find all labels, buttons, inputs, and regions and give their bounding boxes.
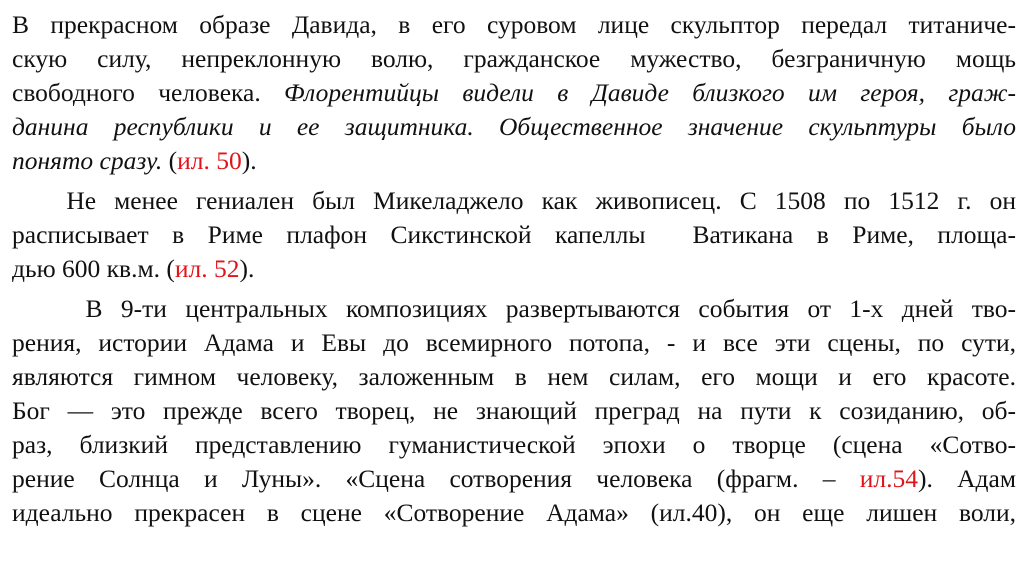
text-run: являются гимном человеку, заложенным в нем силам, его мощи и его красоте. (12, 362, 1016, 391)
italic-text-run: понято сразу. (12, 146, 163, 175)
text-run: рение Солнца и Луны». «Сцена сотворения человека (фрагм. – (12, 464, 860, 493)
text-line (12, 76, 1016, 110)
illustration-reference-link[interactable]: ил. 50 (177, 146, 242, 175)
text-line (12, 110, 1016, 144)
text-run: раз, близкий представлению гуманистической эпохи о творце (сцена «Сотво- (12, 430, 1016, 459)
text-line (12, 428, 1016, 462)
text-line (12, 462, 1016, 496)
text-run: скую силу, непреклонную волю, гражданское мужество, безграничную мощь (12, 44, 1016, 73)
text-line (12, 252, 1016, 286)
text-run: ). (239, 254, 255, 283)
italic-text-run: Флорентийцы видели в Давиде близкого им героя, граж- (284, 78, 1016, 107)
text-line (12, 496, 1016, 530)
text-run: ). Адам (918, 464, 1016, 493)
text-run: свободного человека. (12, 78, 285, 107)
text-line (12, 292, 1016, 326)
text-run: В 9-ти центральных композициях развертываются события от 1-х дней тво- (12, 294, 1016, 323)
text-run: идеально прекрасен в сцене «Сотворение Адама» (ил.40), он еще лишен воли, (12, 498, 1016, 527)
illustration-reference-link[interactable]: ил. 52 (174, 254, 240, 283)
text-line (12, 360, 1016, 394)
text-run: ( (162, 146, 178, 175)
text-run: дью 600 кв.м. ( (12, 254, 175, 283)
text-run: Бог — это прежде всего творец, не знающий преград на пути к созиданию, об- (12, 396, 1016, 425)
slide-text (12, 8, 1016, 568)
text-run: Не менее гениален был Микеладжело как живописец. С 1508 по 1512 г. он (12, 186, 1016, 215)
illustration-reference-link[interactable]: ил.54 (859, 464, 918, 493)
italic-text-run: данина республики и ее защитника. Общественное значение скульптуры было (12, 112, 1016, 141)
text-line (12, 8, 1016, 42)
text-line (12, 326, 1016, 360)
text-run: В прекрасном образе Давида, в его суровом лице скульптор передал титаниче- (12, 10, 1016, 39)
text-line (12, 42, 1016, 76)
text-line (12, 144, 1016, 178)
text-run: ). (241, 146, 257, 175)
text-line (12, 394, 1016, 428)
text-line (12, 184, 1016, 218)
text-run: расписывает в Риме плафон Сикстинской капеллы Ватикана в Риме, площа- (12, 220, 1016, 249)
text-line (12, 218, 1016, 252)
text-run: рения, истории Адама и Евы до всемирного потопа, - и все эти сцены, по сути, (12, 328, 1016, 357)
